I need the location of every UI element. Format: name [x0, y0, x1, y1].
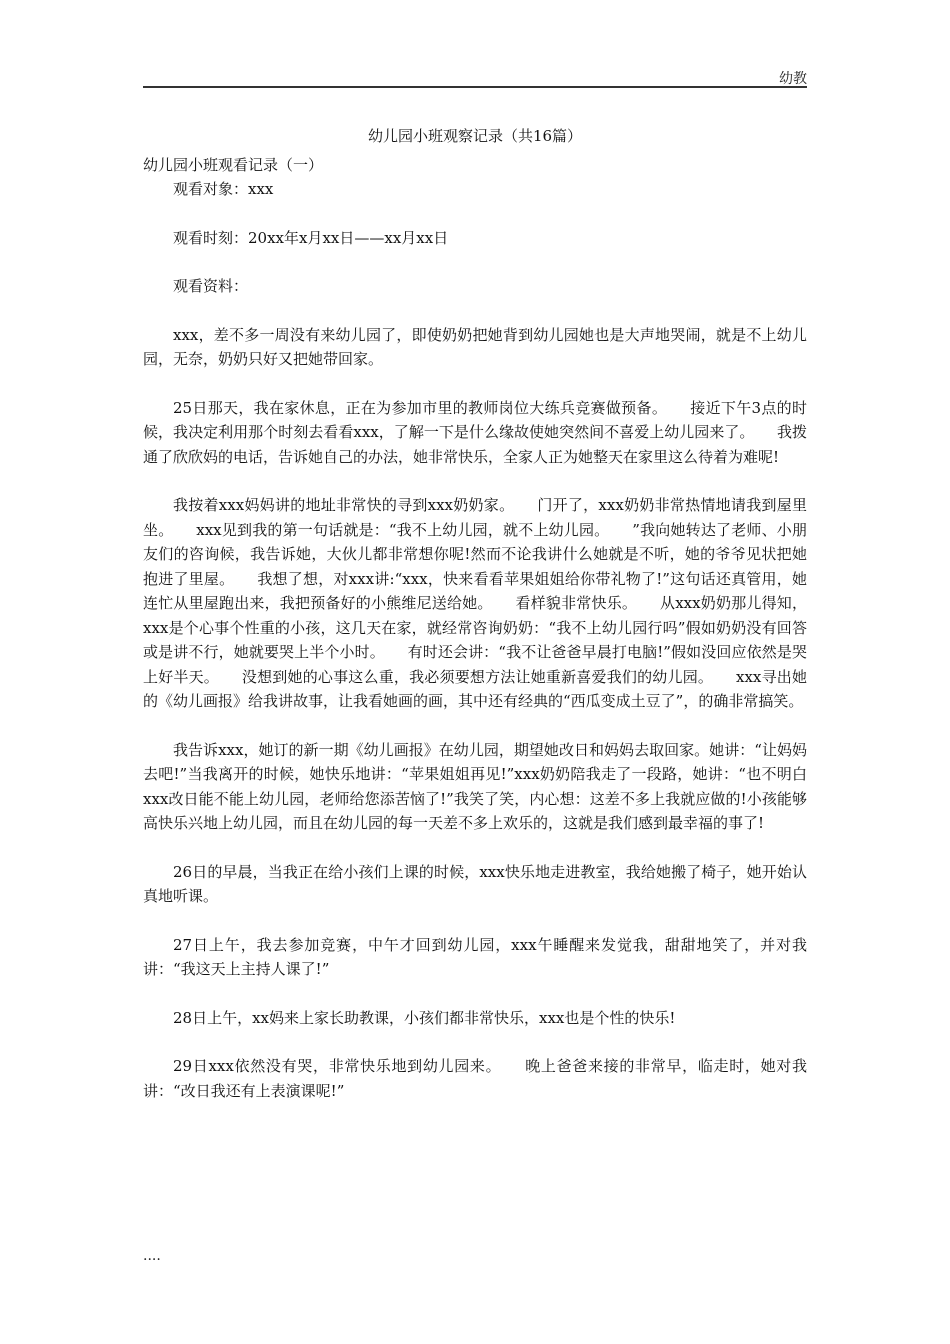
paragraph-body: xxx，差不多一周没有来幼儿园了，即使奶奶把她背到幼儿园她也是大声地哭闹，就是不上幼儿园，无奈，奶奶只好又把她带回家。	[143, 325, 807, 368]
paragraph-body: 25日那天，我在家休息，正在为参加市里的教师岗位大练兵竞赛做预备。 接近下午3点的时候，我决定利用那个时刻去看看xxx，了解一下是什么缘故使她突然间不喜爱上幼儿园来了。 我拨通了欣欣妈的电话，告诉她自己的办法，她非常快乐，全家人正为她整天在家里这么待着为难呢!	[143, 398, 807, 466]
paragraph-body: 28日上午，xx妈来上家长助教课，小孩们都非常快乐，xxx也是个性的快乐!	[173, 1008, 676, 1027]
document-body	[143, 124, 807, 1127]
header-label: 幼教	[779, 71, 807, 87]
paragraph-body: 我告诉xxx，她订的新一期《幼儿画报》在幼儿园，期望她改日和妈妈去取回家。她讲：“让妈妈去吧!”当我离开的时候，她快乐地讲：“苹果姐姐再见!”xxx奶奶陪我走了一段路，她讲：“也不明白xxx改日能不能上幼儿园，老师给您添苦恼了!”我笑了笑，内心想：这差不多上我就应做的!小孩能够高快乐兴地上幼儿园，而且在幼儿园的每一天差不多上欢乐的，这就是我们感到最幸福的事了!	[143, 740, 807, 832]
paragraph-body: 29日xxx依然没有哭，非常快乐地到幼儿园来。 晚上爸爸来接的非常早，临走时，她对我讲：“改日我还有上表演课呢!”	[143, 1057, 807, 1100]
paragraph-body: 27日上午，我去参加竞赛，中午才回到幼儿园，xxx午睡醒来发觉我，甜甜地笑了，并对我讲：“我这天上主持人课了!”	[143, 935, 807, 978]
section-title: 幼儿园小班观看记录（一）	[143, 155, 324, 174]
paragraph-body: 26日的早晨，当我正在给小孩们上课的时候，xxx快乐地走进教室，我给她搬了椅子，她开始认真地听课。	[143, 862, 807, 905]
paragraph-body: 我按着xxx妈妈讲的地址非常快的寻到xxx奶奶家。 门开了，xxx奶奶非常热情地请我到屋里坐。 xxx见到我的第一句话就是：“我不上幼儿园，就不上幼儿园。 ”我向她转达了老师、小朋友们的咨询候，我告诉她，大伙儿都非常想你呢!然而不论我讲什么她就是不听，她的爷爷见状把她抱进了里屋。 我想了想，对xxx讲:“xxx，快来看看苹果姐姐给你带礼物了!”这句话还真管用，她连忙从里屋跑出来，我把预备好的小熊维尼送给她。 看样貌非常快乐。 从xxx奶奶那儿得知，xxx是个心事个性重的小孩，这几天在家，就经常咨询奶奶：“我不上幼儿园行吗”假如奶奶没有回答或是讲不行，她就要哭上半个小时。 有时还会讲：“我不让爸爸早晨打电脑!”假如没回应依然是哭上好半天。 没想到她的心事这么重，我必须要想方法让她重新喜爱我们的幼儿园。 xxx寻出她的《幼儿画报》给我讲故事，让我看她画的画，其中还有经典的“西瓜变成土豆了”，的确非常搞笑。	[143, 496, 807, 710]
paragraph-time: 观看时刻：20xx年x月xx日——xx月xx日	[173, 228, 449, 247]
footer-ellipsis: ....	[143, 1248, 161, 1264]
paragraph-subject: 观看对象：xxx	[173, 180, 274, 198]
document-title: 幼儿园小班观察记录（共16篇）	[367, 127, 583, 145]
header-divider	[143, 86, 807, 88]
paragraph-material-label: 观看资料：	[173, 277, 249, 295]
